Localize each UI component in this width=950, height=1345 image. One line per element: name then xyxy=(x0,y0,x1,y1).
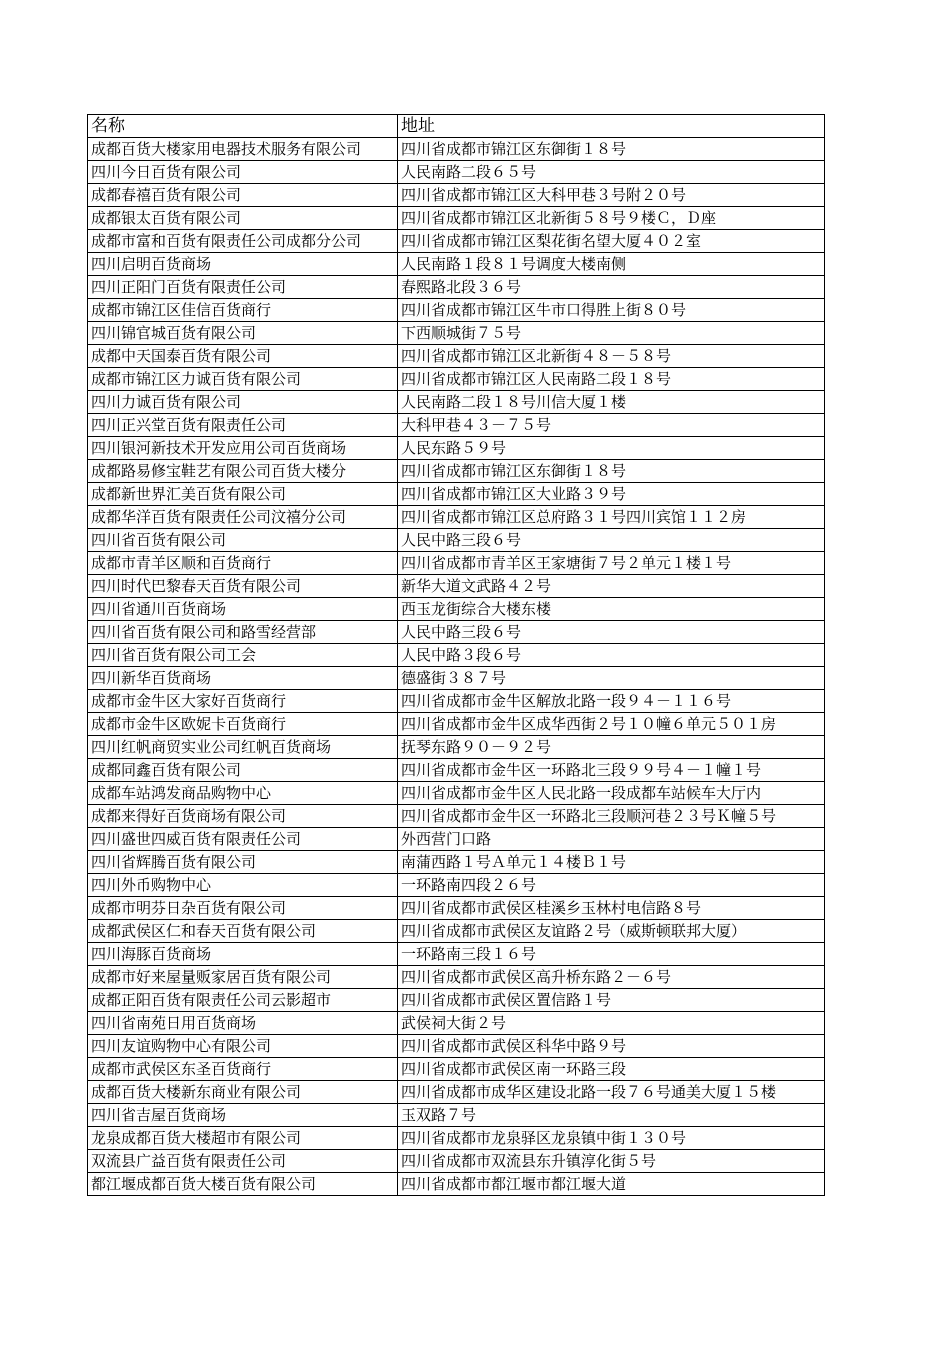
address-cell[interactable]: 四川省成都市青羊区王家塘街７号２单元１楼１号 xyxy=(398,552,825,575)
address-cell[interactable]: 德盛街３８７号 xyxy=(398,667,825,690)
table-row xyxy=(88,621,825,644)
table-row xyxy=(88,851,825,874)
table-row xyxy=(88,207,825,230)
address-cell[interactable]: 四川省成都市武侯区置信路１号 xyxy=(398,989,825,1012)
company-name-cell[interactable]: 成都武侯区仁和春天百货有限公司 xyxy=(88,920,398,943)
address-cell[interactable]: 人民中路三段６号 xyxy=(398,529,825,552)
table-row xyxy=(88,253,825,276)
company-name-cell[interactable]: 四川省百货有限公司 xyxy=(88,529,398,552)
table-body xyxy=(88,138,825,1196)
address-cell[interactable]: 四川省成都市金牛区成华西街２号１０幢６单元５０１房 xyxy=(398,713,825,736)
table-row xyxy=(88,690,825,713)
company-name-cell[interactable]: 成都同鑫百货有限公司 xyxy=(88,759,398,782)
table-row xyxy=(88,713,825,736)
address-cell[interactable]: 南蒲西路１号Ａ单元１４楼Ｂ１号 xyxy=(398,851,825,874)
table-row xyxy=(88,805,825,828)
table-row xyxy=(88,828,825,851)
address-cell[interactable]: 四川省成都市锦江区东御街１８号 xyxy=(398,138,825,161)
address-cell[interactable]: 人民中路３段６号 xyxy=(398,644,825,667)
company-name-cell[interactable]: 成都中天国泰百货有限公司 xyxy=(88,345,398,368)
address-cell[interactable]: 四川省成都市金牛区一环路北三段顺河巷２３号Ｋ幢５号 xyxy=(398,805,825,828)
table-row xyxy=(88,161,825,184)
company-name-cell[interactable]: 四川新华百货商场 xyxy=(88,667,398,690)
company-name-cell[interactable]: 四川省南苑日用百货商场 xyxy=(88,1012,398,1035)
address-cell[interactable]: 春熙路北段３６号 xyxy=(398,276,825,299)
address-cell[interactable]: 人民中路三段６号 xyxy=(398,621,825,644)
company-name-cell[interactable]: 双流县广益百货有限责任公司 xyxy=(88,1150,398,1173)
address-cell[interactable]: 四川省成都市武侯区桂溪乡玉林村电信路８号 xyxy=(398,897,825,920)
table-row xyxy=(88,920,825,943)
company-name-cell[interactable]: 四川省百货有限公司工会 xyxy=(88,644,398,667)
address-cell[interactable]: 下西顺城街７５号 xyxy=(398,322,825,345)
company-name-cell[interactable]: 成都银太百货有限公司 xyxy=(88,207,398,230)
address-cell[interactable]: 玉双路７号 xyxy=(398,1104,825,1127)
address-cell[interactable]: 四川省成都市武侯区科华中路９号 xyxy=(398,1035,825,1058)
company-name-cell[interactable]: 四川外币购物中心 xyxy=(88,874,398,897)
company-name-cell[interactable]: 成都路易修宝鞋艺有限公司百货大楼分 xyxy=(88,460,398,483)
address-cell[interactable]: 四川省成都市武侯区高升桥东路２－６号 xyxy=(398,966,825,989)
company-name-cell[interactable]: 四川今日百货有限公司 xyxy=(88,161,398,184)
company-name-cell[interactable]: 成都市锦江区佳信百货商行 xyxy=(88,299,398,322)
table-row xyxy=(88,667,825,690)
address-cell[interactable]: 四川省成都市都江堰市都江堰大道 xyxy=(398,1173,825,1196)
table-row xyxy=(88,552,825,575)
company-name-cell[interactable]: 四川银河新技术开发应用公司百货商场 xyxy=(88,437,398,460)
company-name-cell[interactable]: 成都市富和百货有限责任公司成都分公司 xyxy=(88,230,398,253)
table-row xyxy=(88,230,825,253)
company-name-cell[interactable]: 四川省吉屋百货商场 xyxy=(88,1104,398,1127)
header-address[interactable]: 地址 xyxy=(398,115,825,138)
table-row xyxy=(88,943,825,966)
header-name[interactable]: 名称 xyxy=(88,115,398,138)
company-name-cell[interactable]: 四川友谊购物中心有限公司 xyxy=(88,1035,398,1058)
address-cell[interactable]: 人民东路５９号 xyxy=(398,437,825,460)
address-cell[interactable]: 四川省成都市锦江区北新街４８－５８号 xyxy=(398,345,825,368)
table-row xyxy=(88,414,825,437)
company-name-cell[interactable]: 成都百货大楼家用电器技术服务有限公司 xyxy=(88,138,398,161)
company-name-cell[interactable]: 都江堰成都百货大楼百货有限公司 xyxy=(88,1173,398,1196)
table-row xyxy=(88,483,825,506)
table-row xyxy=(88,874,825,897)
table-row xyxy=(88,1150,825,1173)
company-name-cell[interactable]: 成都市青羊区顺和百货商行 xyxy=(88,552,398,575)
company-name-cell[interactable]: 四川启明百货商场 xyxy=(88,253,398,276)
address-cell[interactable]: 大科甲巷４３－７５号 xyxy=(398,414,825,437)
table-row xyxy=(88,1035,825,1058)
address-cell[interactable]: 四川省成都市锦江区大业路３９号 xyxy=(398,483,825,506)
table-row xyxy=(88,782,825,805)
address-cell[interactable]: 四川省成都市锦江区东御街１８号 xyxy=(398,460,825,483)
table-row xyxy=(88,460,825,483)
company-name-cell[interactable]: 成都春禧百货有限公司 xyxy=(88,184,398,207)
table-row xyxy=(88,345,825,368)
address-cell[interactable]: 四川省成都市锦江区大科甲巷３号附２０号 xyxy=(398,184,825,207)
company-name-cell[interactable]: 四川海豚百货商场 xyxy=(88,943,398,966)
table-row xyxy=(88,1012,825,1035)
table-row xyxy=(88,299,825,322)
table-row xyxy=(88,897,825,920)
table-row xyxy=(88,276,825,299)
company-name-cell[interactable]: 四川正兴堂百货有限责任公司 xyxy=(88,414,398,437)
company-name-cell[interactable]: 四川锦官城百货有限公司 xyxy=(88,322,398,345)
address-cell[interactable]: 四川省成都市武侯区南一环路三段 xyxy=(398,1058,825,1081)
company-name-cell[interactable]: 成都车站鸿发商品购物中心 xyxy=(88,782,398,805)
header-row xyxy=(88,115,825,138)
address-cell[interactable]: 外西营门口路 xyxy=(398,828,825,851)
company-name-cell[interactable]: 四川力诚百货有限公司 xyxy=(88,391,398,414)
spreadsheet-sheet xyxy=(87,114,824,1196)
company-name-cell[interactable]: 成都市明芬日杂百货有限公司 xyxy=(88,897,398,920)
table-row xyxy=(88,1127,825,1150)
table-row xyxy=(88,184,825,207)
table-row xyxy=(88,736,825,759)
table-row xyxy=(88,989,825,1012)
table-row xyxy=(88,391,825,414)
table-row xyxy=(88,1104,825,1127)
address-cell[interactable]: 人民南路二段６５号 xyxy=(398,161,825,184)
table-row xyxy=(88,506,825,529)
company-name-cell[interactable]: 四川正阳门百货有限责任公司 xyxy=(88,276,398,299)
table-row xyxy=(88,1081,825,1104)
company-name-cell[interactable]: 成都市好来屋量贩家居百货有限公司 xyxy=(88,966,398,989)
table-row xyxy=(88,759,825,782)
company-name-cell[interactable]: 四川红帆商贸实业公司红帆百货商场 xyxy=(88,736,398,759)
address-cell[interactable]: 四川省成都市锦江区人民南路二段１８号 xyxy=(398,368,825,391)
table-row xyxy=(88,529,825,552)
company-name-cell[interactable]: 成都市金牛区欧妮卡百货商行 xyxy=(88,713,398,736)
company-name-cell[interactable]: 四川时代巴黎春天百货有限公司 xyxy=(88,575,398,598)
company-name-cell[interactable]: 成都华洋百货有限责任公司汶禧分公司 xyxy=(88,506,398,529)
address-cell[interactable]: 四川省成都市双流县东升镇淳化街５号 xyxy=(398,1150,825,1173)
table-row xyxy=(88,437,825,460)
table-row xyxy=(88,598,825,621)
address-cell[interactable]: 四川省成都市武侯区友谊路２号（威斯顿联邦大厦） xyxy=(398,920,825,943)
address-cell[interactable]: 一环路南四段２６号 xyxy=(398,874,825,897)
address-cell[interactable]: 四川省成都市龙泉驿区龙泉镇中街１３０号 xyxy=(398,1127,825,1150)
address-cell[interactable]: 人民南路１段８１号调度大楼南侧 xyxy=(398,253,825,276)
address-cell[interactable]: 抚琴东路９０－９２号 xyxy=(398,736,825,759)
address-cell[interactable]: 四川省成都市金牛区人民北路一段成都车站候车大厅内 xyxy=(398,782,825,805)
table-row xyxy=(88,138,825,161)
company-name-cell[interactable]: 龙泉成都百货大楼超市有限公司 xyxy=(88,1127,398,1150)
company-name-cell[interactable]: 成都市金牛区大家好百货商行 xyxy=(88,690,398,713)
address-cell[interactable]: 人民南路二段１８号川信大厦１楼 xyxy=(398,391,825,414)
company-name-cell[interactable]: 成都正阳百货有限责任公司云影超市 xyxy=(88,989,398,1012)
table-row xyxy=(88,322,825,345)
company-name-cell[interactable]: 四川盛世四威百货有限责任公司 xyxy=(88,828,398,851)
address-cell[interactable]: 新华大道文武路４２号 xyxy=(398,575,825,598)
table-row xyxy=(88,644,825,667)
company-name-cell[interactable]: 四川省百货有限公司和路雪经营部 xyxy=(88,621,398,644)
address-cell[interactable]: 武侯祠大街２号 xyxy=(398,1012,825,1035)
table-row xyxy=(88,368,825,391)
address-cell[interactable]: 四川省成都市锦江区总府路３１号四川宾馆１１２房 xyxy=(398,506,825,529)
company-name-cell[interactable]: 成都百货大楼新东商业有限公司 xyxy=(88,1081,398,1104)
address-cell[interactable]: 四川省成都市成华区建设北路一段７６号通美大厦１５楼 xyxy=(398,1081,825,1104)
table-row xyxy=(88,1058,825,1081)
company-name-cell[interactable]: 成都市武侯区东圣百货商行 xyxy=(88,1058,398,1081)
address-cell[interactable]: 四川省成都市锦江区梨花街名望大厦４０２室 xyxy=(398,230,825,253)
address-cell[interactable]: 四川省成都市金牛区一环路北三段９９号４－１幢１号 xyxy=(398,759,825,782)
company-name-cell[interactable]: 四川省辉腾百货有限公司 xyxy=(88,851,398,874)
table-row xyxy=(88,966,825,989)
address-cell[interactable]: 四川省成都市锦江区牛市口得胜上街８０号 xyxy=(398,299,825,322)
company-name-cell[interactable]: 成都来得好百货商场有限公司 xyxy=(88,805,398,828)
company-name-cell[interactable]: 四川省通川百货商场 xyxy=(88,598,398,621)
address-cell[interactable]: 四川省成都市锦江区北新街５８号９楼Ｃ，Ｄ座 xyxy=(398,207,825,230)
company-name-cell[interactable]: 成都新世界汇美百货有限公司 xyxy=(88,483,398,506)
table-row xyxy=(88,575,825,598)
company-address-table xyxy=(87,114,825,1196)
address-cell[interactable]: 西玉龙街综合大楼东楼 xyxy=(398,598,825,621)
address-cell[interactable]: 一环路南三段１６号 xyxy=(398,943,825,966)
table-row xyxy=(88,1173,825,1196)
address-cell[interactable]: 四川省成都市金牛区解放北路一段９４－１１６号 xyxy=(398,690,825,713)
company-name-cell[interactable]: 成都市锦江区力诚百货有限公司 xyxy=(88,368,398,391)
